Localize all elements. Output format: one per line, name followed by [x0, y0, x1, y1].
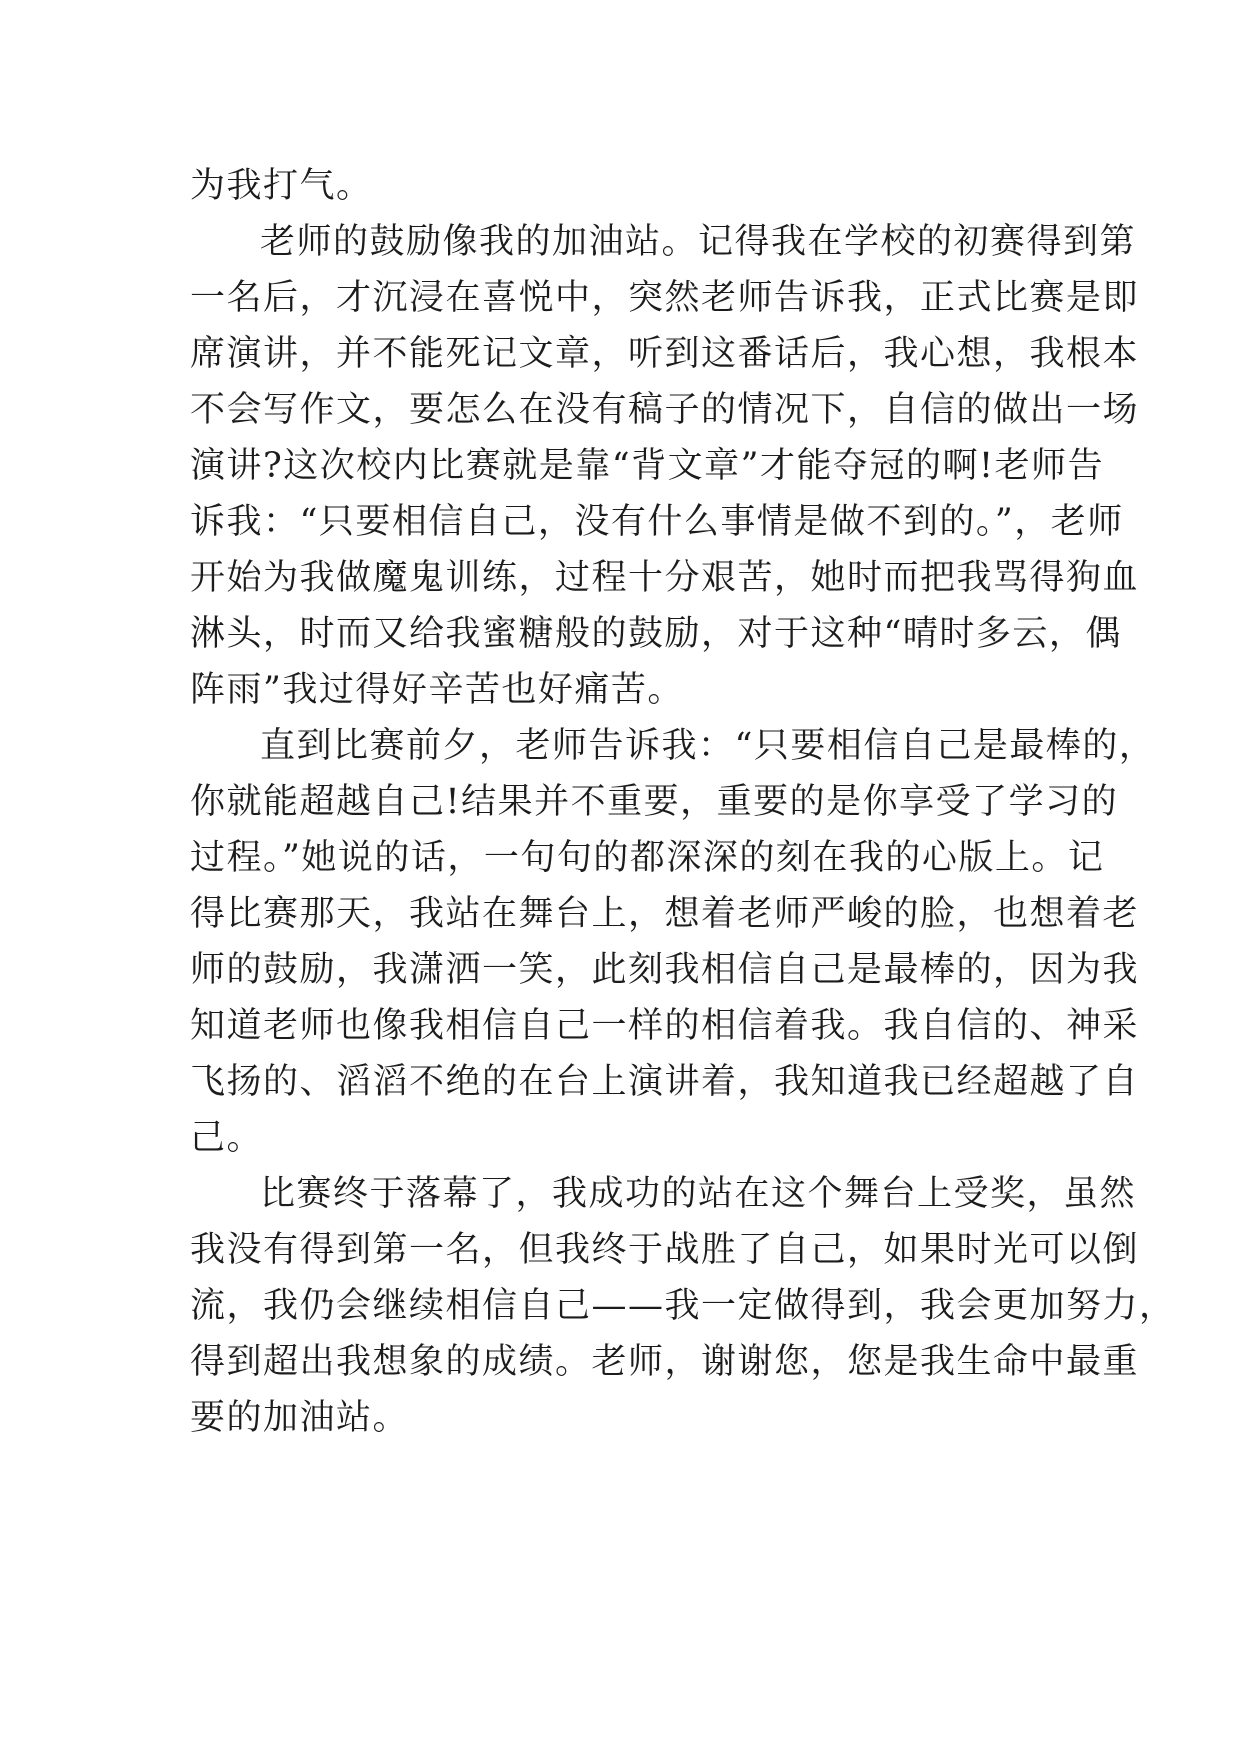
text-line: 得到超出我想象的成绩。老师，谢谢您，您是我生命中最重: [190, 1342, 1140, 1382]
text-line: 开始为我做魔鬼训练，过程十分艰苦，她时而把我骂得狗血: [190, 558, 1140, 598]
text-line: 一名后，才沉浸在喜悦中，突然老师告诉我，正式比赛是即: [190, 278, 1140, 318]
text-line: 流，我仍会继续相信自己——我一定做得到，我会更加努力，: [190, 1286, 1176, 1326]
text-line: 不会写作文，要怎么在没有稿子的情况下，自信的做出一场: [190, 390, 1140, 430]
paragraph-1: [190, 158, 1055, 214]
text-line: 比赛终于落幕了，我成功的站在这个舞台上受奖，虽然: [260, 1174, 1137, 1214]
text-line: 过程。”她说的话，一句句的都深深的刻在我的心版上。记: [190, 838, 1105, 878]
text-line: 淋头，时而又给我蜜糖般的鼓励，对于这种“晴时多云，偶: [190, 614, 1122, 654]
text-line: 演讲?这次校内比赛就是靠“背文章”才能夺冠的啊!老师告: [190, 446, 1105, 486]
text-line: 要的加油站。: [190, 1398, 410, 1438]
text-line: 己。: [190, 1118, 264, 1158]
text-line: 师的鼓励，我潇洒一笑，此刻我相信自己是最棒的，因为我: [190, 950, 1140, 990]
text-line: 诉我：“只要相信自己，没有什么事情是做不到的。”，老师: [190, 502, 1124, 542]
paragraph-2: [190, 214, 1140, 718]
text-line: 老师的鼓励像我的加油站。记得我在学校的初赛得到第: [260, 222, 1137, 262]
text-line: 为我打气。: [190, 166, 373, 206]
text-line: 阵雨”我过得好辛苦也好痛苦。: [190, 670, 684, 710]
text-line: 席演讲，并不能死记文章，听到这番话后，我心想，我根本: [190, 334, 1140, 374]
text-line: 得比赛那天，我站在舞台上，想着老师严峻的脸，也想着老: [190, 894, 1140, 934]
text-line: 我没有得到第一名，但我终于战胜了自己，如果时光可以倒: [190, 1230, 1140, 1270]
text-line: 知道老师也像我相信自己一样的相信着我。我自信的、神采: [190, 1006, 1140, 1046]
text-line: 你就能超越自己!结果并不重要，重要的是你享受了学习的: [190, 782, 1119, 822]
paragraph-4: [190, 1166, 1176, 1446]
text-line: 直到比赛前夕，老师告诉我：“只要相信自己是最棒的，: [260, 726, 1156, 766]
essay-body: [190, 158, 1176, 1446]
text-line: 飞扬的、滔滔不绝的在台上演讲着，我知道我已经超越了自: [190, 1062, 1140, 1102]
paragraph-3: [190, 718, 1156, 1166]
